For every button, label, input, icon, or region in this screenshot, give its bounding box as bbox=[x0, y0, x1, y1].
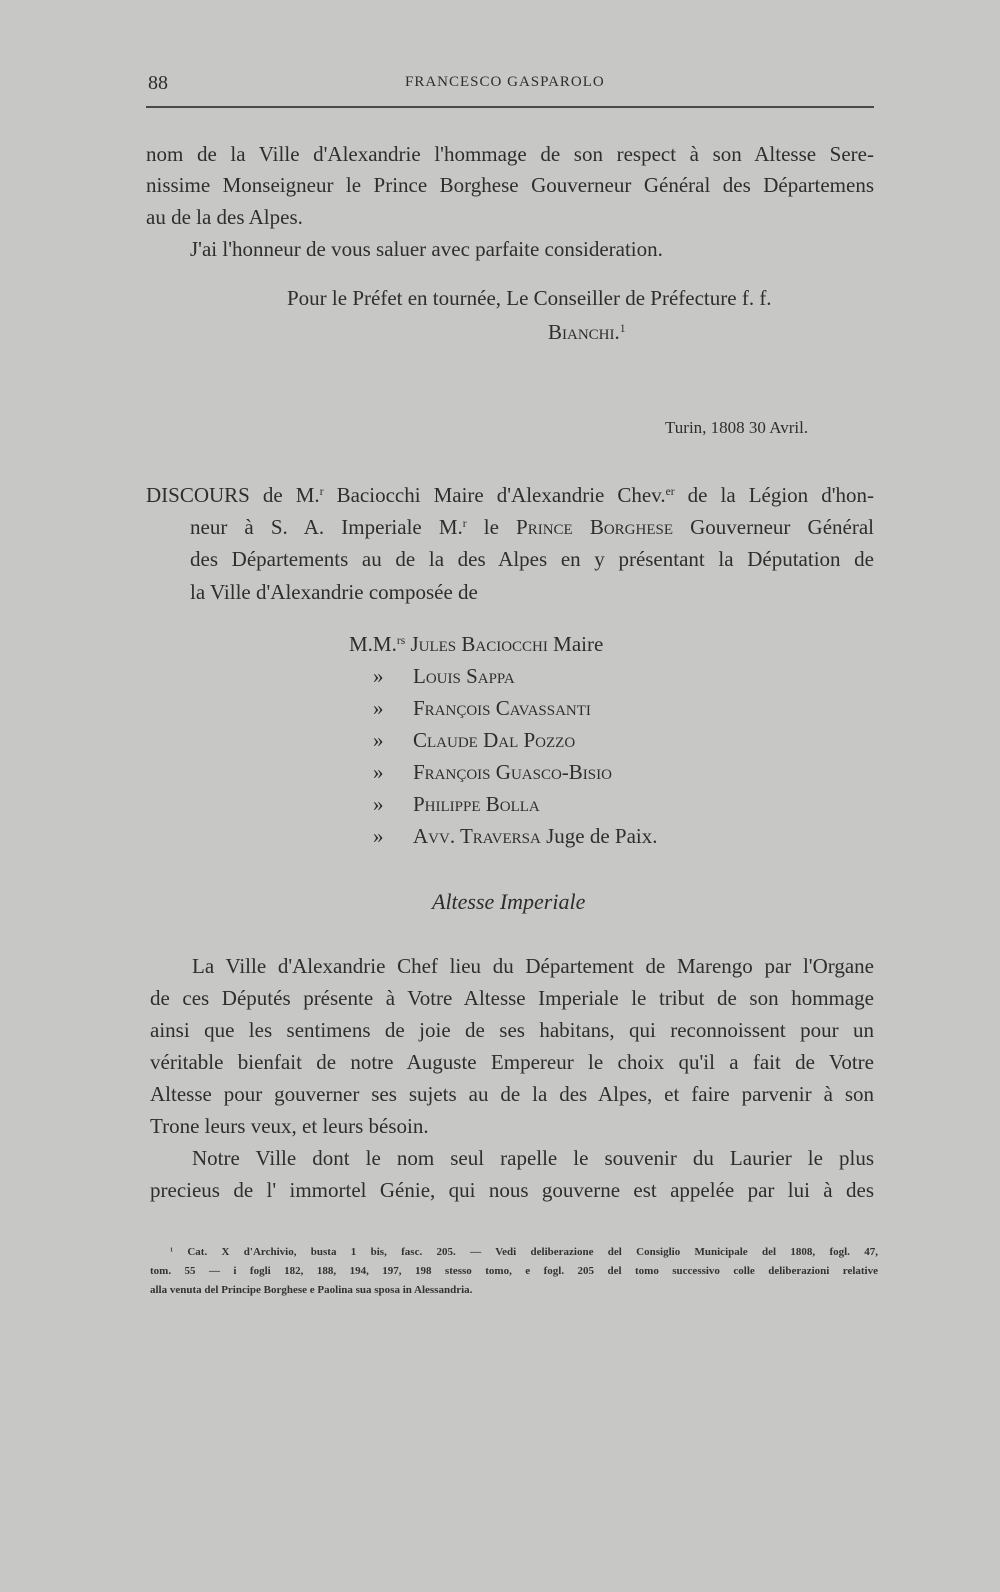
discours-line-2: neur à S. A. Imperiale M.$^r$ le Prince Borghese Gouverneur Général bbox=[190, 515, 874, 539]
deputation-item-1: M.M.$^{rs}$ Jules Baciocchi Maire bbox=[349, 632, 604, 656]
deputation-item-4: » Claude Dal Pozzo bbox=[373, 728, 576, 752]
speech-line-4: véritable bienfait de notre Auguste Empereur le choix qu'il a fait de Votre bbox=[150, 1050, 874, 1074]
speech-line-2: de ces Députés présente à Votre Altesse Imperiale le tribut de son hommage bbox=[150, 986, 874, 1010]
discours-line-1: DISCOURS de M.$^r$ Baciocchi Maire d'Alexandrie Chev.$^{er}$ de la Légion d'hon- bbox=[146, 483, 874, 507]
speech-line-8: precieus de l' immortel Génie, qui nous gouverne est appelée par lui à des bbox=[150, 1178, 874, 1202]
speech-line-5: Altesse pour gouverner ses sujets au de la des Alpes, et faire parvenir à son bbox=[150, 1082, 874, 1106]
signature-name: Bianchi.$^1$ bbox=[548, 320, 626, 344]
speech-line-1: La Ville d'Alexandrie Chef lieu du Département de Marengo par l'Organe bbox=[192, 954, 874, 978]
header-rule bbox=[146, 106, 874, 108]
deputation-item-6: » Philippe Bolla bbox=[373, 792, 540, 816]
page-number: 88 bbox=[148, 72, 168, 94]
letter-line-1: nom de la Ville d'Alexandrie l'hommage de son respect à son Altesse Sere- bbox=[146, 142, 874, 166]
letter-line-3: au de la des Alpes. bbox=[146, 205, 303, 229]
footnote-line-3: alla venuta del Principe Borghese e Paolina sua sposa in Alessandria. bbox=[150, 1284, 473, 1296]
discours-line-4: la Ville d'Alexandrie composée de bbox=[190, 580, 478, 604]
deputation-item-2: » Louis Sappa bbox=[373, 664, 515, 688]
footnote-line-1: $^1$ Cat. X d'Archivio, busta 1 bis, fasc. 205. — Vedi deliberazione del Consiglio Municipale del 1808, fogl. 47, bbox=[170, 1246, 878, 1258]
speech-line-6: Trone leurs veux, et leurs bésoin. bbox=[150, 1114, 429, 1138]
letter-line-2: nissime Monseigneur le Prince Borghese Gouverneur Général des Départemens bbox=[146, 173, 874, 197]
deputation-item-3: » François Cavassanti bbox=[373, 696, 591, 720]
footnote-line-2: tom. 55 — i fogli 182, 188, 194, 197, 198 stesso tomo, e fogl. 205 del tomo successivo colle deliberazioni relative bbox=[150, 1265, 878, 1277]
deputation-item-7: » Avv. Traversa Juge de Paix. bbox=[373, 824, 658, 848]
address-heading: Altesse Imperiale bbox=[432, 889, 586, 914]
speech-line-7: Notre Ville dont le nom seul rapelle le souvenir du Laurier le plus bbox=[192, 1146, 874, 1170]
letter-line-4: J'ai l'honneur de vous saluer avec parfaite consideration. bbox=[190, 237, 663, 261]
running-title: FRANCESCO GASPAROLO bbox=[405, 74, 605, 90]
signature-line: Pour le Préfet en tournée, Le Conseiller de Préfecture f. f. bbox=[287, 286, 772, 310]
discours-line-3: des Départements au de la des Alpes en y présentant la Députation de bbox=[190, 547, 874, 571]
dateline: Turin, 1808 30 Avril. bbox=[665, 418, 809, 437]
deputation-item-5: » François Guasco-Bisio bbox=[373, 760, 612, 784]
speech-line-3: ainsi que les sentimens de joie de ses habitans, qui reconnoissent pour un bbox=[150, 1018, 874, 1042]
